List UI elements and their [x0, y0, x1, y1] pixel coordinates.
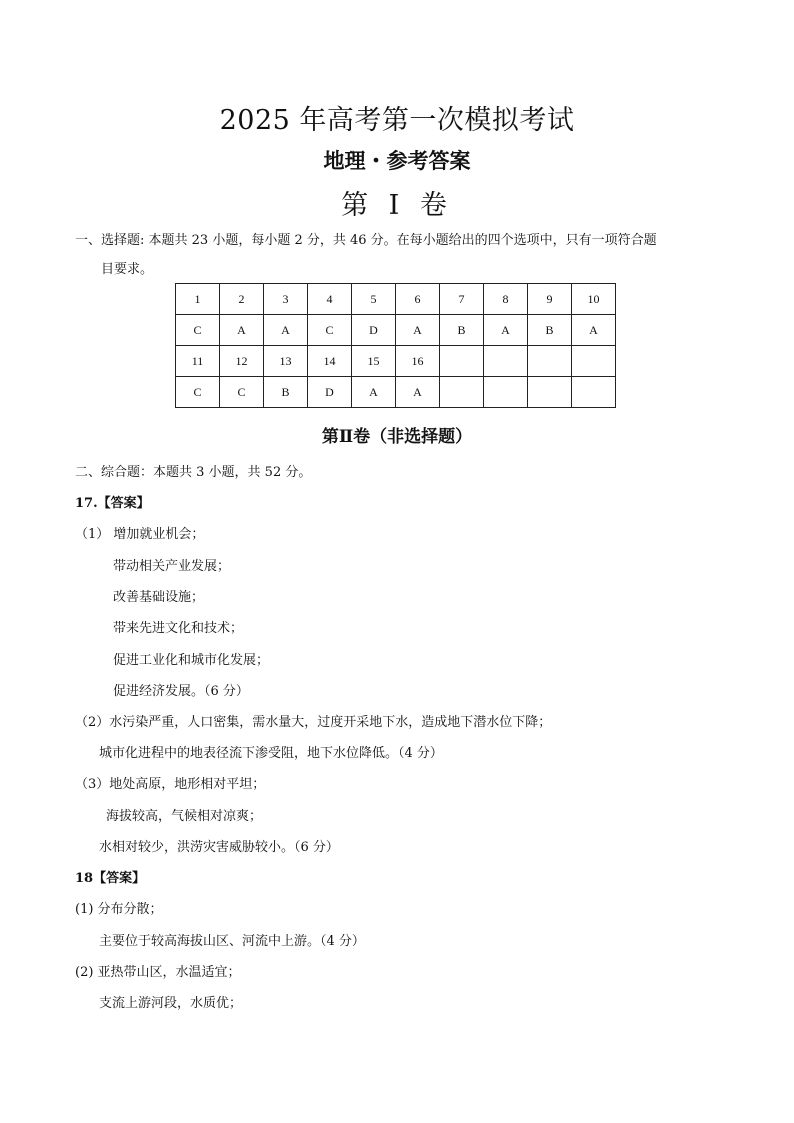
- table-cell: 5: [352, 284, 396, 315]
- q17-line: （3）地处高原，地形相对平坦；: [75, 777, 266, 792]
- q18-line: (1) 分布分散；: [75, 902, 163, 917]
- table-cell: A: [396, 377, 440, 408]
- table-cell: [484, 346, 528, 377]
- table-cell: A: [572, 315, 616, 346]
- table-cell: C: [176, 315, 220, 346]
- table-row: [176, 315, 616, 346]
- q17-line: 改善基础设施；: [113, 590, 205, 605]
- table-row: [176, 377, 616, 408]
- table-cell: 14: [308, 346, 352, 377]
- table-cell: A: [352, 377, 396, 408]
- table-cell: A: [220, 315, 264, 346]
- q17-line: 海拔较高，气候相对凉爽；: [106, 809, 263, 824]
- table-cell: [440, 377, 484, 408]
- table-cell: A: [264, 315, 308, 346]
- table-cell: 15: [352, 346, 396, 377]
- section2-instruction: 二、综合题：本题共 3 小题，共 52 分。: [75, 465, 312, 480]
- table-cell: [484, 377, 528, 408]
- table-cell: 3: [264, 284, 308, 315]
- q18-line: 支流上游河段，水质优；: [99, 996, 243, 1011]
- section1-instruction-line2: 目要求。: [101, 262, 154, 277]
- table-cell: 13: [264, 346, 308, 377]
- table-cell: A: [484, 315, 528, 346]
- table-cell: 10: [572, 284, 616, 315]
- q18-line: 主要位于较高海拔山区、河流中上游。（4 分）: [99, 934, 365, 949]
- q17-line: 带来先进文化和技术；: [113, 621, 244, 636]
- table-cell: 16: [396, 346, 440, 377]
- table-cell: 8: [484, 284, 528, 315]
- q17-line: 促进工业化和城市化发展；: [113, 653, 270, 668]
- table-cell: 7: [440, 284, 484, 315]
- table-cell: 11: [176, 346, 220, 377]
- table-cell: B: [440, 315, 484, 346]
- answer-table: [175, 283, 616, 408]
- table-cell: A: [396, 315, 440, 346]
- table-cell: B: [264, 377, 308, 408]
- table-cell: 1: [176, 284, 220, 315]
- table-row: [176, 346, 616, 377]
- table-row: [176, 284, 616, 315]
- table-cell: [572, 377, 616, 408]
- answer-key-subtitle: 地理・参考答案: [323, 148, 471, 173]
- q17-line: 带动相关产业发展；: [113, 559, 231, 574]
- exam-title: 2025 年高考第一次模拟考试: [219, 105, 575, 136]
- table-cell: [528, 346, 572, 377]
- volume-2-heading: 第Ⅱ卷（非选择题）: [321, 427, 473, 447]
- q18-label: 18【答案】: [75, 871, 146, 886]
- table-cell: [528, 377, 572, 408]
- q17-line: 水相对较少，洪涝灾害威胁较小。（6 分）: [99, 840, 339, 855]
- q17-line: （1） 增加就业机会；: [75, 527, 205, 542]
- q17-label: 17.【答案】: [75, 496, 150, 511]
- table-cell: C: [176, 377, 220, 408]
- q17-line: 城市化进程中的地表径流下渗受阻，地下水位降低。（4 分）: [99, 746, 443, 761]
- section1-instruction-line1: 一、选择题: 本题共 23 小题，每小题 2 分，共 46 分。在每小题给出的四个选项中，只有一项符合题: [75, 233, 657, 248]
- q18-line: (2) 亚热带山区，水温适宜；: [75, 965, 241, 980]
- table-cell: [572, 346, 616, 377]
- table-cell: D: [352, 315, 396, 346]
- table-cell: 2: [220, 284, 264, 315]
- table-cell: D: [308, 377, 352, 408]
- table-cell: C: [220, 377, 264, 408]
- q17-line: 促进经济发展。（6 分）: [113, 684, 249, 699]
- q17-line: （2）水污染严重，人口密集，需水量大，过度开采地下水，造成地下潜水位下降；: [75, 715, 552, 730]
- table-cell: C: [308, 315, 352, 346]
- table-cell: 12: [220, 346, 264, 377]
- table-cell: B: [528, 315, 572, 346]
- table-cell: 9: [528, 284, 572, 315]
- table-cell: 6: [396, 284, 440, 315]
- volume-1-heading: 第 I 卷: [341, 190, 453, 221]
- table-cell: 4: [308, 284, 352, 315]
- table-cell: [440, 346, 484, 377]
